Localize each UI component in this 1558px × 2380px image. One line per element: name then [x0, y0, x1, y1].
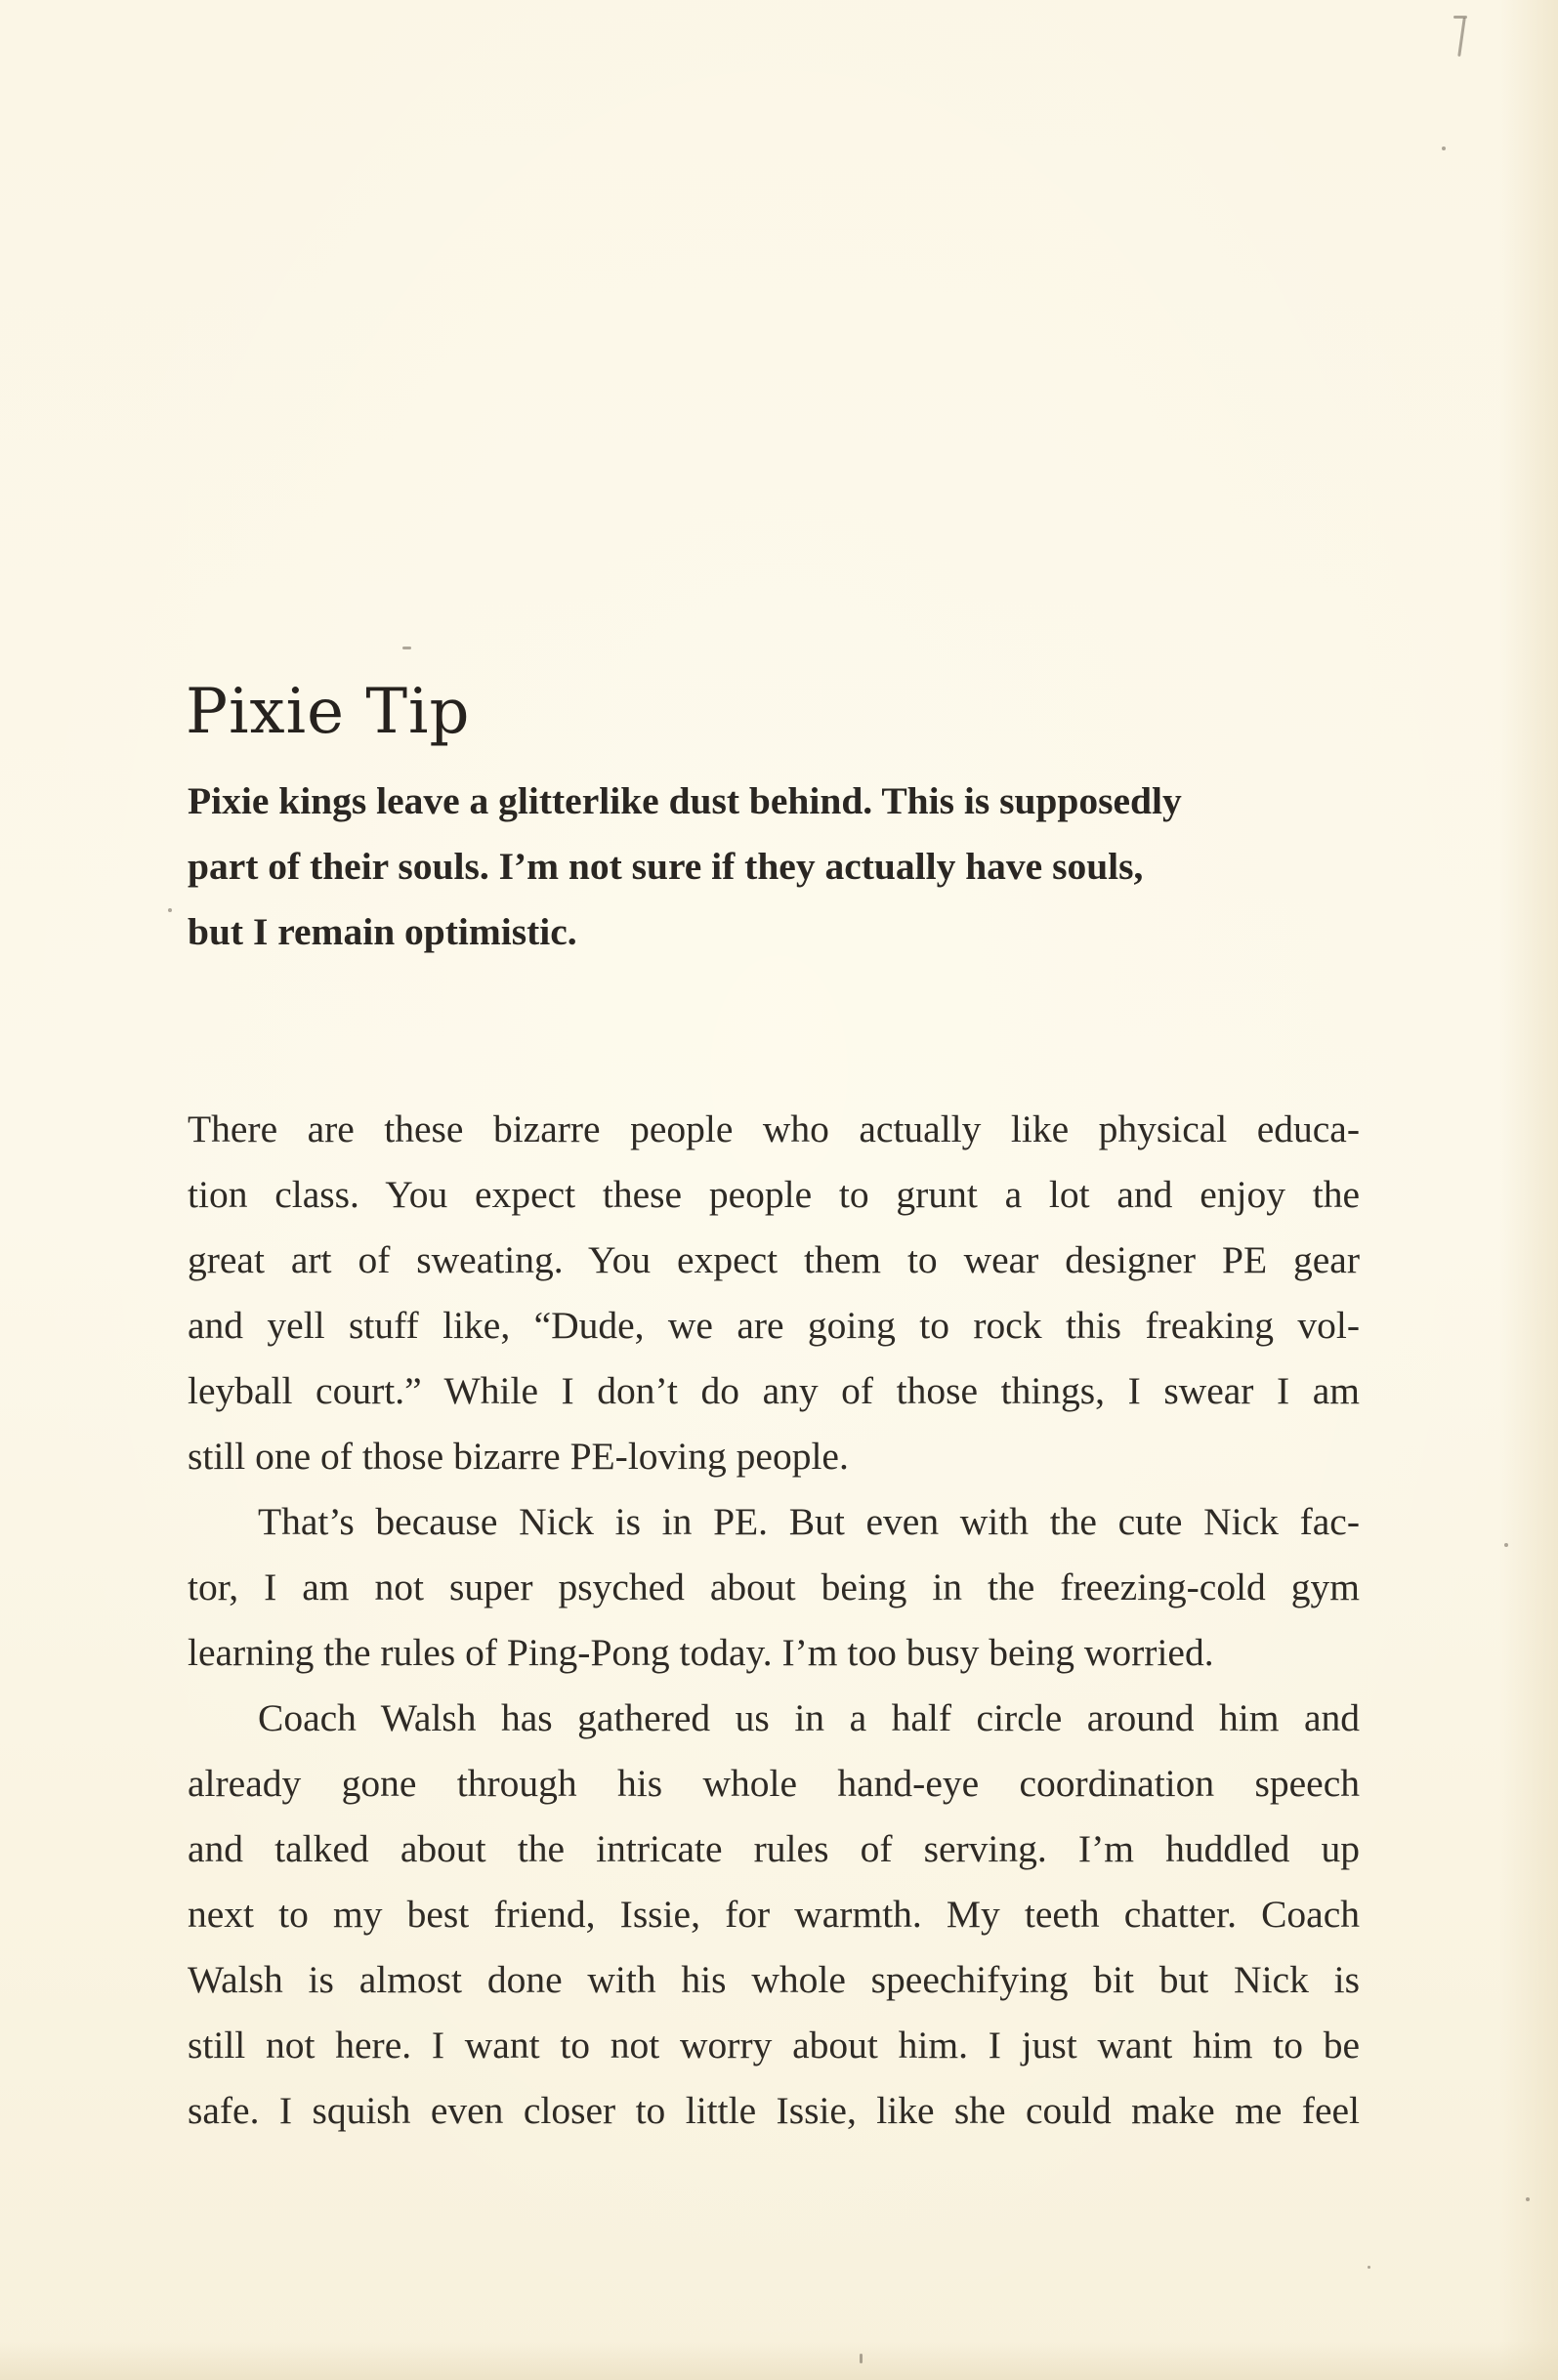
paragraph-1: [188, 1097, 1360, 1489]
pixie-tip-line: but I remain optimistic.: [188, 910, 577, 953]
pixie-tip-heading: Pixie Tip: [186, 676, 471, 748]
text-line: That’s because Nick is in PE. But even with the cute Nick fac-: [258, 1500, 1360, 1543]
page-bottom-shadow: [0, 2341, 1558, 2380]
scan-speck: [1453, 16, 1467, 19]
scan-speck: [1526, 2197, 1530, 2201]
scan-speck: [1457, 18, 1466, 57]
scan-speck: [1442, 146, 1446, 150]
paragraph-3: [188, 1686, 1360, 2144]
pixie-tip-text: [188, 769, 1389, 965]
chapter-body: [188, 1097, 1360, 2144]
scan-speck: [860, 2354, 863, 2363]
scan-speck: [1504, 1543, 1508, 1547]
text-line: tion class. You expect these people to grunt a lot and enjoy the: [188, 1173, 1360, 1216]
scan-speck: [168, 908, 172, 912]
text-line: tor, I am not super psyched about being in the freezing-cold gym: [188, 1566, 1360, 1608]
scan-speck: [1368, 2266, 1370, 2269]
pixie-tip-line: part of their souls. I’m not sure if they actually have souls,: [188, 845, 1144, 888]
text-line: learning the rules of Ping-Pong today. I’m too busy being worried.: [188, 1631, 1214, 1674]
paragraph-2: [188, 1489, 1360, 1686]
text-line: great art of sweating. You expect them to wear designer PE gear: [188, 1238, 1360, 1281]
text-line: still one of those bizarre PE-loving people.: [188, 1435, 849, 1478]
pixie-tip-line: Pixie kings leave a glitterlike dust behind. This is supposedly: [188, 779, 1182, 822]
text-line: next to my best friend, Issie, for warmth. My teeth chatter. Coach: [188, 1893, 1360, 1936]
text-line: Walsh is almost done with his whole speechifying bit but Nick is: [188, 1958, 1360, 2001]
text-line: still not here. I want to not worry about him. I just want him to be: [188, 2024, 1360, 2067]
text-line: safe. I squish even closer to little Issie, like she could make me feel: [188, 2089, 1360, 2132]
text-line: Coach Walsh has gathered us in a half circle around him and: [258, 1696, 1360, 1739]
text-line: and talked about the intricate rules of serving. I’m huddled up: [188, 1827, 1360, 1870]
text-line: already gone through his whole hand-eye coordination speech: [188, 1762, 1360, 1805]
scan-speck: [402, 647, 411, 649]
text-line: and yell stuff like, “Dude, we are going to rock this freaking vol-: [188, 1304, 1360, 1347]
text-line: leyball court.” While I don’t do any of those things, I swear I am: [188, 1369, 1360, 1412]
page-edge-shadow: [1499, 0, 1558, 2380]
text-line: There are these bizarre people who actually like physical educa-: [188, 1107, 1360, 1150]
